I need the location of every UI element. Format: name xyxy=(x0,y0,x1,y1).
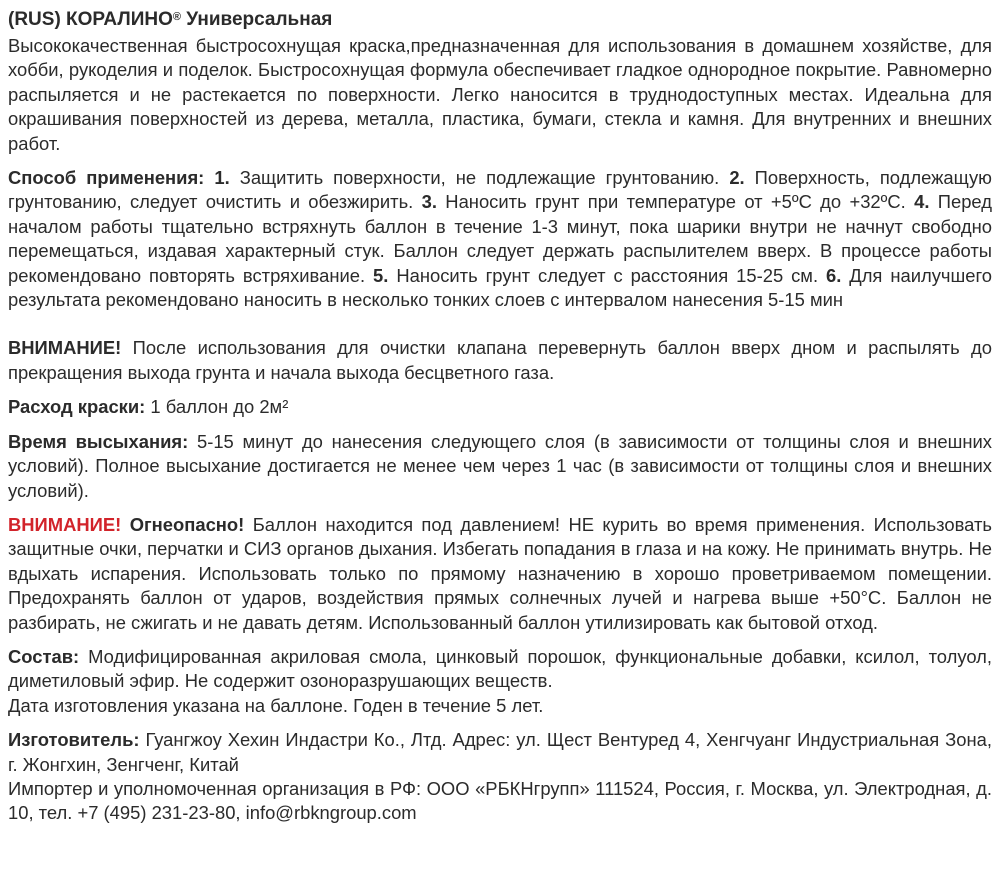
step-number: 2. xyxy=(729,167,745,189)
step-text: Перед началом работы тщательно встряхнуть баллон в течение 1-3 минут, пока шарики внутри не начнут свободно перемещаться, издавая характерный стук. Баллон следует держать распылителем вверх. В процессе работы рекомендовано повторять встряхивание. xyxy=(8,191,992,286)
title-brand: (RUS) КОРАЛИНО xyxy=(8,9,173,30)
step-text: Наносить грунт при температуре от +5ºC до +32ºC. xyxy=(436,191,915,213)
warning-label: ВНИМАНИЕ! xyxy=(8,513,122,535)
consumption-section xyxy=(8,395,992,419)
step-text: Защитить поверхности, не подлежащие грунтованию. xyxy=(229,167,730,189)
warning-section xyxy=(8,513,992,635)
manufacturer-label: Изготовитель: xyxy=(8,729,140,751)
consumption-text: 1 баллон до 2м² xyxy=(145,396,289,418)
step-text: Поверхность, подлежащую грунтованию, следует очистить и обезжирить. xyxy=(8,167,992,213)
product-description: Высококачественная быстросохнущая краска,предназначенная для использования в домашнем хозяйстве, для хобби, рукоделия и поделок. Быстросохнущая формула обеспечивает гладкое однородное покрытие. Равномерно распыляется и не растекается по поверхности. Легко наносится в труднодоступных местах. Идеальна для окрашивания поверхностей из дерева, металла, пластика, бумаги, стекла и камня. Для внутренних и внешних работ. xyxy=(8,35,992,154)
warning-text: Баллон находится под давлением! НЕ курить во время применения. Использовать защитные очки, перчатки и СИЗ органов дыхания. Избегать попадания в глаза и на кожу. Не принимать внутрь. Не вдыхать испарения. Использовать только по прямому назначению в хорошо проветриваемом помещении. Предохранять баллон от ударов, воздействия прямых солнечных лучей и нагрева выше +50°C. Баллон не разбирать, не сжигать и не давать детям. Использованный баллон утилизировать как бытовой отход. xyxy=(8,513,992,633)
attention-label: ВНИМАНИЕ! xyxy=(8,337,122,359)
drying-label: Время высыхания: xyxy=(8,430,189,452)
manufacturer-section xyxy=(8,728,992,777)
consumption-label: Расход краски: xyxy=(8,396,146,418)
composition-text: Модифицированная акриловая смола, цинковый порошок, функциональные добавки, ксилол, толуол, диметиловый эфир. Не содержит озоноразрушающих веществ. xyxy=(8,645,992,692)
attention-text: После использования для очистки клапана перевернуть баллон вверх дном и распылять до прекращения выхода грунта и начала выхода бесцветного газа. xyxy=(8,337,992,383)
step-number: 1. xyxy=(214,167,230,189)
step-text: Для наилучшего результата рекомендовано наносить в несколько тонких слоев с интервалом нанесения 5-15 мин xyxy=(8,264,992,311)
product-title xyxy=(8,8,992,32)
step-number: 4. xyxy=(914,191,930,213)
attention-section xyxy=(8,336,992,385)
registered-mark: ® xyxy=(172,11,181,23)
flammable-label: Огнеопасно! xyxy=(129,513,245,535)
step-number: 5. xyxy=(373,264,389,286)
drying-section xyxy=(8,430,992,503)
importer-info: Импортер и уполномоченная организация в РФ: ООО «РБКНгрупп» 111524, Россия, г. Москва, ул. Электродная, д. 10, тел. +7 (495) 231-23-80, info@rbkngroup.com xyxy=(8,777,992,824)
shelf-life: Дата изготовления указана на баллоне. Годен в течение 5 лет. xyxy=(8,694,544,716)
drying-text: 5-15 минут до нанесения следующего слоя (в зависимости от толщины слоя и внешних условий). Полное высыхание достигается не менее чем через 1 час (в зависимости от толщины слоя и внешних условий). xyxy=(8,430,992,501)
step-number: 3. xyxy=(421,191,437,213)
step-text: Наносить грунт следует с расстояния 15-25 см. xyxy=(388,264,826,286)
composition-label: Состав: xyxy=(8,645,80,667)
manufacturer-text: Гуангжоу Хехин Индастри Ко., Лтд. Адрес: ул. Щест Вентуред 4, Хенгчуанг Индустриальная Зона, г. Жонгхин, Зенгченг, Китай xyxy=(8,729,992,775)
application-section xyxy=(8,166,992,312)
step-number: 6. xyxy=(825,264,842,286)
composition-section xyxy=(8,645,992,694)
title-variant: Универсальная xyxy=(180,9,333,30)
application-label: Способ применения: xyxy=(8,167,205,189)
